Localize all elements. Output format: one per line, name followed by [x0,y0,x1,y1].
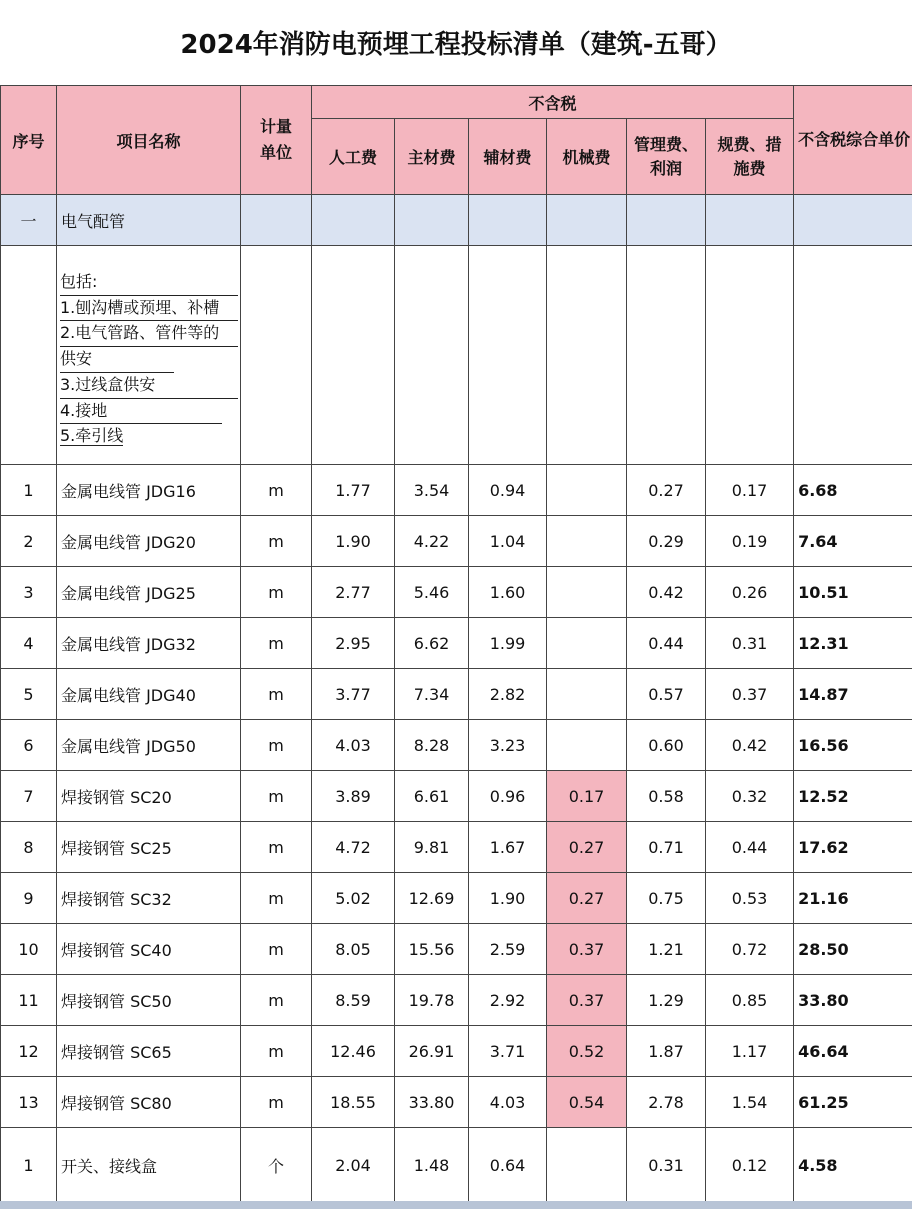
cell-name: 焊接钢管 SC25 [57,822,241,873]
cell-fees: 0.44 [706,822,794,873]
cell-unit: m [241,771,312,822]
cell-fees: 0.72 [706,924,794,975]
cell-total: 17.62 [794,822,912,873]
cell-fees: 0.42 [706,720,794,771]
cell-labor: 2.95 [312,618,395,669]
cell-name: 金属电线管 JDG16 [57,465,241,516]
cell-mech: 0.37 [547,924,627,975]
header-name: 项目名称 [57,86,241,195]
cell-mgmt: 1.21 [627,924,706,975]
cell-unit: m [241,618,312,669]
cell-seq: 7 [1,771,57,822]
header-total: 不含税综合单价 [794,86,912,195]
cell-unit: m [241,465,312,516]
cell-fees: 1.17 [706,1026,794,1077]
table-row [1,669,912,720]
cell-fees: 0.12 [706,1128,794,1204]
cell-seq: 9 [1,873,57,924]
cell-total: 12.31 [794,618,912,669]
cell-mgmt: 0.60 [627,720,706,771]
cell-main: 7.34 [395,669,469,720]
cell-mgmt: 2.78 [627,1077,706,1128]
cell-mgmt: 0.58 [627,771,706,822]
section-row [1,195,912,246]
cell-name: 金属电线管 JDG20 [57,516,241,567]
cell-mech: 0.27 [547,873,627,924]
cell-mech: 0.17 [547,771,627,822]
cell-fees: 0.17 [706,465,794,516]
cell-total: 10.51 [794,567,912,618]
cell-mech [547,720,627,771]
cell-total: 12.52 [794,771,912,822]
cell-main: 26.91 [395,1026,469,1077]
cell-aux: 4.03 [469,1077,547,1128]
cell-aux: 1.60 [469,567,547,618]
cell-seq: 12 [1,1026,57,1077]
cell-total: 7.64 [794,516,912,567]
cell-seq: 1 [1,1128,57,1204]
cell-mgmt: 0.31 [627,1128,706,1204]
header-unit: 计量单位 [241,86,312,195]
cell-mgmt: 0.71 [627,822,706,873]
header-aux-material: 辅材费 [469,119,547,195]
cell-main: 6.62 [395,618,469,669]
cell-mech: 0.54 [547,1077,627,1128]
cell-labor: 4.72 [312,822,395,873]
cell-labor: 1.77 [312,465,395,516]
cell-seq: 10 [1,924,57,975]
scope-row [1,246,912,465]
header-seq: 序号 [1,86,57,195]
cell-fees: 0.53 [706,873,794,924]
cell-fees: 1.54 [706,1077,794,1128]
table-row [1,1128,912,1204]
cell-total: 28.50 [794,924,912,975]
cell-total: 61.25 [794,1077,912,1128]
cell-name: 金属电线管 JDG50 [57,720,241,771]
cell-unit: m [241,924,312,975]
cell-mgmt: 0.75 [627,873,706,924]
cell-main: 1.48 [395,1128,469,1204]
cell-labor: 18.55 [312,1077,395,1128]
cell-unit: m [241,1077,312,1128]
cell-total: 46.64 [794,1026,912,1077]
table-row [1,822,912,873]
cell-main: 15.56 [395,924,469,975]
section-seq: 一 [1,195,57,246]
bottom-band [0,1201,912,1209]
cell-name: 金属电线管 JDG25 [57,567,241,618]
header-labor: 人工费 [312,119,395,195]
cell-labor: 2.77 [312,567,395,618]
cell-aux: 1.99 [469,618,547,669]
cell-unit: m [241,975,312,1026]
cell-mech [547,669,627,720]
header-row-1 [1,86,912,119]
cell-mech [547,516,627,567]
cell-aux: 2.92 [469,975,547,1026]
cell-name: 焊接钢管 SC80 [57,1077,241,1128]
cell-aux: 2.59 [469,924,547,975]
table-row [1,1077,912,1128]
cell-labor: 4.03 [312,720,395,771]
cell-total: 16.56 [794,720,912,771]
cell-name: 开关、接线盒 [57,1128,241,1204]
cell-mgmt: 0.27 [627,465,706,516]
table-row [1,1026,912,1077]
header-fees-measures: 规费、措施费 [706,119,794,195]
cell-mech [547,567,627,618]
cell-main: 5.46 [395,567,469,618]
table-row [1,465,912,516]
cell-name: 焊接钢管 SC40 [57,924,241,975]
cell-unit: m [241,1026,312,1077]
cell-mech [547,618,627,669]
table-row [1,975,912,1026]
cell-mgmt: 0.57 [627,669,706,720]
cell-name: 焊接钢管 SC20 [57,771,241,822]
cell-mgmt: 0.29 [627,516,706,567]
cell-labor: 12.46 [312,1026,395,1077]
cell-seq: 2 [1,516,57,567]
cell-aux: 1.90 [469,873,547,924]
section-name: 电气配管 [57,195,241,246]
cell-aux: 1.04 [469,516,547,567]
cell-mgmt: 1.29 [627,975,706,1026]
cell-main: 12.69 [395,873,469,924]
cell-fees: 0.32 [706,771,794,822]
cell-unit: m [241,567,312,618]
cell-name: 焊接钢管 SC32 [57,873,241,924]
cell-mech: 0.52 [547,1026,627,1077]
cell-main: 33.80 [395,1077,469,1128]
cell-mgmt: 0.44 [627,618,706,669]
cell-seq: 5 [1,669,57,720]
cell-seq: 6 [1,720,57,771]
cell-name: 金属电线管 JDG40 [57,669,241,720]
cell-mech: 0.27 [547,822,627,873]
table-row [1,618,912,669]
cell-total: 33.80 [794,975,912,1026]
table-row [1,516,912,567]
cell-seq: 8 [1,822,57,873]
header-main-material: 主材费 [395,119,469,195]
header-machinery: 机械费 [547,119,627,195]
cell-total: 21.16 [794,873,912,924]
cell-labor: 8.59 [312,975,395,1026]
table-row [1,873,912,924]
cell-main: 9.81 [395,822,469,873]
cell-fees: 0.19 [706,516,794,567]
cell-name: 焊接钢管 SC65 [57,1026,241,1077]
cell-aux: 2.82 [469,669,547,720]
cell-main: 3.54 [395,465,469,516]
cell-fees: 0.85 [706,975,794,1026]
cell-unit: m [241,516,312,567]
cell-unit: m [241,873,312,924]
cell-mech [547,1128,627,1204]
table-row [1,720,912,771]
cell-unit: m [241,720,312,771]
cell-labor: 5.02 [312,873,395,924]
sheet-title: 2024年消防电预埋工程投标清单（建筑-五哥） [180,30,732,60]
cell-fees: 0.37 [706,669,794,720]
cell-unit: m [241,669,312,720]
cell-seq: 1 [1,465,57,516]
table-row [1,771,912,822]
cell-total: 6.68 [794,465,912,516]
header-excl-tax-group: 不含税 [312,86,794,119]
cell-seq: 4 [1,618,57,669]
cell-unit: m [241,822,312,873]
cell-mgmt: 0.42 [627,567,706,618]
cell-seq: 3 [1,567,57,618]
cell-seq: 13 [1,1077,57,1128]
cell-fees: 0.26 [706,567,794,618]
cell-aux: 0.96 [469,771,547,822]
cell-mgmt: 1.87 [627,1026,706,1077]
cell-name: 金属电线管 JDG32 [57,618,241,669]
cell-mech [547,465,627,516]
cell-labor: 8.05 [312,924,395,975]
table-row [1,924,912,975]
bid-list-table [0,85,912,1204]
cell-aux: 3.71 [469,1026,547,1077]
cell-labor: 3.89 [312,771,395,822]
cell-name: 焊接钢管 SC50 [57,975,241,1026]
cell-labor: 1.90 [312,516,395,567]
cell-labor: 3.77 [312,669,395,720]
cell-unit: 个 [241,1128,312,1204]
cell-total: 14.87 [794,669,912,720]
cell-aux: 0.94 [469,465,547,516]
cell-total: 4.58 [794,1128,912,1204]
table-row [1,567,912,618]
cell-labor: 2.04 [312,1128,395,1204]
cell-aux: 1.67 [469,822,547,873]
cell-main: 4.22 [395,516,469,567]
cell-main: 6.61 [395,771,469,822]
cell-main: 19.78 [395,975,469,1026]
cell-main: 8.28 [395,720,469,771]
cell-fees: 0.31 [706,618,794,669]
header-mgmt-profit: 管理费、利润 [627,119,706,195]
cell-aux: 0.64 [469,1128,547,1204]
cell-aux: 3.23 [469,720,547,771]
cell-seq: 11 [1,975,57,1026]
scope-description: 包括: 1.刨沟槽或预埋、补槽 2.电气管路、管件等的 供安 3.过线盒供安 4.接地 5.牵引线 [57,246,241,465]
cell-mech: 0.37 [547,975,627,1026]
